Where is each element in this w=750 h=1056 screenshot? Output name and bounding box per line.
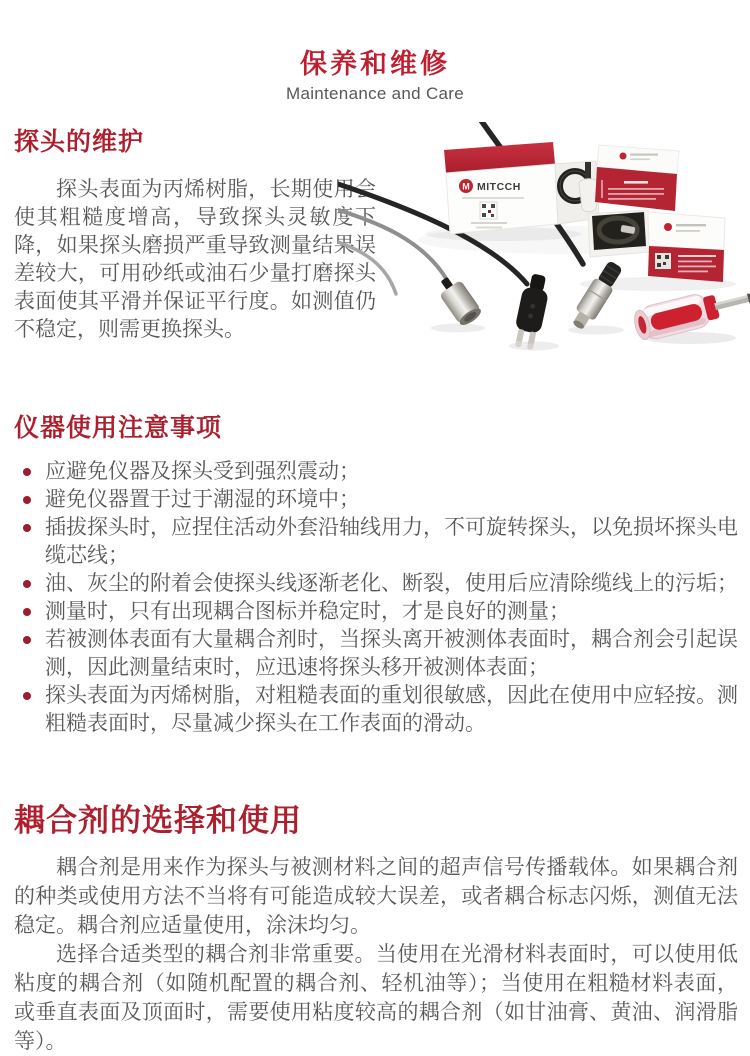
couplant-paragraphs <box>14 853 738 1056</box>
label-text-line <box>630 154 658 156</box>
label-text-line <box>608 193 664 195</box>
list-item <box>14 514 738 570</box>
bullet-icon <box>23 468 31 476</box>
label-text-line <box>462 197 524 199</box>
bullet-icon <box>23 580 31 588</box>
couplant-paragraph-2: 选择合适类型的耦合剂非常重要。当使用在光滑材料表面时，可以使用低粘度的耦合剂（如随机配置的耦合剂、轻机油等）；当使用在粗糙材料表面，或垂直表面及顶面时，需要使用粘度较高的耦合剂（如甘油膏、黄油、润滑脂等）。 <box>14 943 738 1053</box>
page-header <box>0 42 750 104</box>
label-text-line <box>676 224 706 226</box>
label-text-line <box>476 227 502 229</box>
note-text: 避免仪器置于过于潮湿的环境中； <box>45 488 360 511</box>
note-text: 测量时，只有出现耦合图标并稳定时，才是良好的测量； <box>45 600 570 623</box>
page-title: 保养和维修 <box>300 49 450 79</box>
bullet-icon <box>23 636 31 644</box>
probe-care-heading: 探头的维护 <box>14 128 145 156</box>
label-text-line <box>676 230 700 232</box>
note-text: 探头表面为丙烯树脂，对粗糙表面的重划很敏感，因此在使用中应轻按。测粗糙表面时，尽量减少探头在工作表面的滑动。 <box>45 684 738 735</box>
probe-connector-two-pin <box>511 272 552 351</box>
probe-connector-metal <box>433 272 484 329</box>
list-item <box>14 458 738 486</box>
list-item <box>14 682 738 738</box>
note-text: 应避免仪器及探头受到强烈震动； <box>45 460 360 483</box>
brand-label: MITCCH <box>477 181 521 193</box>
brand-logo <box>459 179 521 193</box>
label-text-line <box>471 222 507 224</box>
usage-notes-list <box>14 458 738 738</box>
page-subtitle: Maintenance and Care <box>285 84 464 103</box>
bullet-icon <box>23 524 31 532</box>
note-text: 插拔探头时，应捏住活动外套沿轴线用力，不可旋转探头，以免损坏探头电缆芯线； <box>45 516 738 567</box>
bullet-icon <box>23 692 31 700</box>
note-text: 油、灰尘的附着会使探头线逐渐老化、断裂，使用后应清除缆线上的污垢； <box>45 572 738 595</box>
label-text-line <box>608 198 656 200</box>
list-item <box>14 570 738 598</box>
label-text-line <box>678 261 712 263</box>
bullet-icon <box>23 496 31 504</box>
qr-code <box>655 253 671 269</box>
cable <box>338 240 396 294</box>
probe-care-paragraph: 探头表面为丙烯树脂，长期使用会使其粗糙度增高，导致探头灵敏度下降，如果探头磨损严重导致测量结果误差较大，可用砂纸或油石少量打磨探头表面使其平滑并保证平行度。如测值仍不稳定，则需更换探头。 <box>14 178 376 341</box>
product-box-1 <box>444 142 599 234</box>
brand-logo <box>664 223 672 231</box>
logo-letter: M <box>462 181 470 192</box>
shadow <box>431 324 485 333</box>
label-text-line <box>624 181 648 184</box>
shadow <box>568 326 624 335</box>
label-text-line <box>678 271 708 273</box>
probe-kit-illustration <box>338 122 750 374</box>
label-text-line <box>678 255 716 257</box>
list-item <box>14 486 738 514</box>
product-photo <box>338 122 750 374</box>
label-text-line <box>608 188 664 190</box>
couplant-heading: 耦合剂的选择和使用 <box>14 803 302 838</box>
list-item <box>14 598 738 626</box>
qr-code <box>480 202 497 219</box>
label-text-line <box>601 180 603 198</box>
label-text-line <box>630 159 650 161</box>
product-box-2 <box>595 145 679 211</box>
note-text: 若被测体表面有大量耦合剂时，当探头离开被测体表面时，耦合剂会引起误测，因此测量结束时，应迅速将探头移开被测体表面； <box>45 628 738 679</box>
label-text-line <box>678 266 716 268</box>
bullet-icon <box>23 608 31 616</box>
list-item <box>14 626 738 682</box>
usage-notes-heading: 仪器使用注意事项 <box>14 414 223 442</box>
brand-logo <box>620 153 627 160</box>
probe-connector-barrel <box>568 259 626 333</box>
couplant-paragraph-1: 耦合剂是用来作为探头与被测材料之间的超声信号传播载体。如果耦合剂的种类或使用方法不当将有可能造成较大误差，或者耦合标志闪烁，测值无法稳定。耦合剂应适量使用，涂沫均匀。 <box>14 856 738 937</box>
probe-stem-cable <box>585 162 591 180</box>
